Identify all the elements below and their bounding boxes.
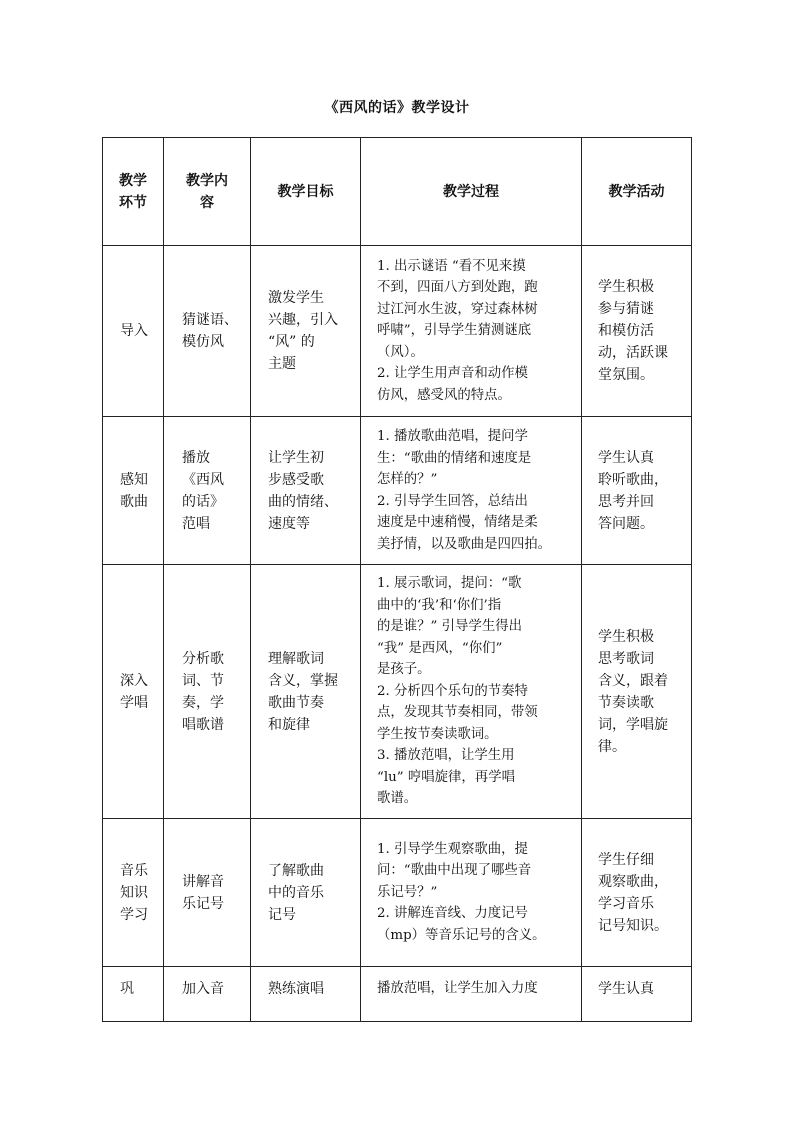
table-row <box>103 246 692 417</box>
goal-cell: 让学生初 步感受歌 曲的情绪、 速度等 <box>251 417 361 565</box>
header-process: 教学过程 <box>361 138 582 246</box>
process-cell: 播放范唱，让学生加入力度 <box>361 967 582 1022</box>
process-cell: 1. 播放歌曲范唱，提问学 生：“歌曲的情绪和速度是 怎样的？” 2. 引导学生回答，总结出 速度是中速稍慢，情绪是柔 美抒情，以及歌曲是四四拍。 <box>361 417 582 565</box>
stage-cell: 导入 <box>103 246 164 417</box>
stage-cell: 巩 <box>103 967 164 1022</box>
lesson-plan-table <box>102 137 692 1022</box>
goal-cell: 理解歌词 含义，掌握 歌曲节奏 和旋律 <box>251 565 361 819</box>
activity-cell: 学生积极 思考歌词 含义，跟着 节奏读歌 词，学唱旋 律。 <box>582 565 692 819</box>
table-row <box>103 565 692 819</box>
process-cell: 1. 展示歌词，提问：“歌 曲中的‘我’和‘你们’指 的是谁？” 引导学生得出 “我” 是西风，“你们” 是孩子。 2. 分析四个乐句的节奏特 点，发现其节奏相同，带领 学生按节奏读歌词。 3. 播放范唱，让学生用 “lu” 哼唱旋律，再学唱 歌谱。 <box>361 565 582 819</box>
activity-cell: 学生认真 <box>582 967 692 1022</box>
stage-cell: 感知歌曲 <box>103 417 164 565</box>
table-row <box>103 967 692 1022</box>
goal-cell: 了解歌曲 中的音乐 记号 <box>251 819 361 967</box>
activity-cell: 学生认真 聆听歌曲， 思考并回 答问题。 <box>582 417 692 565</box>
process-cell: 1. 出示谜语 “看不见来摸 不到，四面八方到处跑，跑 过江河水生波，穿过森林树 呼啸”，引导学生猜测谜底 （风）。 2. 让学生用声音和动作模 仿风，感受风的特点。 <box>361 246 582 417</box>
table-row <box>103 819 692 967</box>
content-cell: 讲解音 乐记号 <box>164 819 251 967</box>
activity-cell: 学生仔细 观察歌曲， 学习音乐 记号知识。 <box>582 819 692 967</box>
header-content: 教学内容 <box>164 138 251 246</box>
activity-cell: 学生积极 参与猜谜 和模仿活 动，活跃课 堂氛围。 <box>582 246 692 417</box>
table-header-row <box>103 138 692 246</box>
stage-cell: 深入学唱 <box>103 565 164 819</box>
process-cell: 1. 引导学生观察歌曲，提 问：“歌曲中出现了哪些音 乐记号？” 2. 讲解连音线、力度记号 （mp）等音乐记号的含义。 <box>361 819 582 967</box>
header-stage: 教学环节 <box>103 138 164 246</box>
content-cell: 猜谜语、 模仿风 <box>164 246 251 417</box>
header-goal: 教学目标 <box>251 138 361 246</box>
stage-cell: 音乐知识学习 <box>103 819 164 967</box>
content-cell: 加入音 <box>164 967 251 1022</box>
content-cell: 分析歌 词、节 奏，学 唱歌谱 <box>164 565 251 819</box>
goal-cell: 熟练演唱 <box>251 967 361 1022</box>
document-title: 《西风的话》教学设计 <box>324 100 470 116</box>
header-activity: 教学活动 <box>582 138 692 246</box>
table-row <box>103 417 692 565</box>
goal-cell: 激发学生 兴趣，引入 “风” 的 主题 <box>251 246 361 417</box>
content-cell: 播放 《西风 的话》 范唱 <box>164 417 251 565</box>
